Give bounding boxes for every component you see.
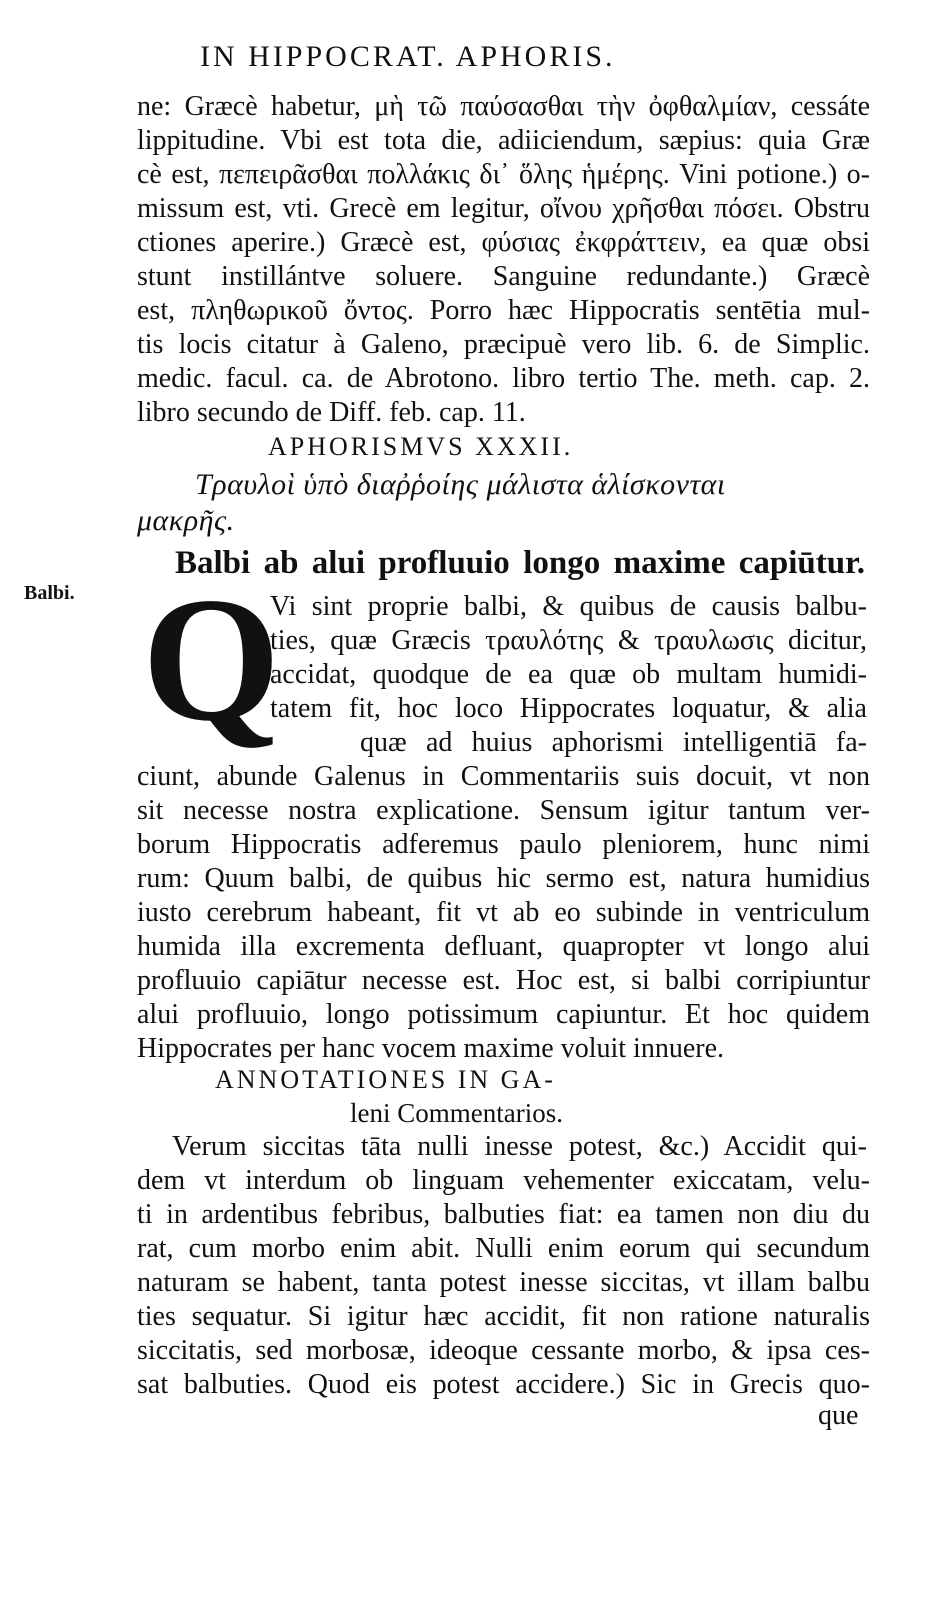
text-line: siccitatis, sed morbosæ, ideoque cessante morbo, & ipsa ces- [137, 1335, 870, 1366]
text-line: missum est, vti. Grecè em legitur, οἴνου χρῆσθαι πόσει. Obstru [137, 193, 870, 224]
text-line: Vi sint proprie balbi, & quibus de causis balbu- [270, 591, 867, 622]
text-line: ties sequatur. Si igitur hæc accidit, fit non ratione naturalis [137, 1301, 870, 1332]
text-line: stunt instillántve soluere. Sanguine redundante.) Græcè [137, 261, 870, 292]
text-line: rum: Quum balbi, de quibus hic sermo est, natura humidius [137, 863, 870, 894]
text-line: ties, quæ Græcis τραυλότης & τραυλωσις dicitur, [270, 625, 867, 656]
margin-note: Balbi. [24, 582, 75, 604]
text-line: Verum siccitas tāta nulli inesse potest, &c.) Accidit qui- [172, 1131, 867, 1162]
greek-title-line: Τραυλοὶ ὑπὸ διαῤῥοίης μάλιστα ἁλίσκονται [195, 468, 726, 501]
latin-title: Balbi ab alui profluuio longo maxime capiūtur. [175, 545, 865, 581]
text-line: sat balbuties. Quod eis potest accidere.) Sic in Grecis quo- [137, 1369, 870, 1400]
text-line: ciunt, abunde Galenus in Commentariis suis docuit, vt non [137, 761, 870, 792]
text-line: cè est, πεπειρᾶσθαι πολλάκις δι᾽ ὅλης ἡμέρης. Vini potione.) o- [137, 159, 870, 190]
text-line: rat, cum morbo enim abit. Nulli enim eorum qui secundum [137, 1233, 870, 1264]
text-line: iusto cerebrum habeant, fit vt ab eo subinde in ventriculum [137, 897, 870, 928]
annotations-subheading: leni Commentarios. [350, 1098, 563, 1128]
text-line: medic. facul. ca. de Abrotono. libro tertio The. meth. cap. 2. [137, 363, 870, 394]
text-line: quæ ad huius aphorismi intelligentiā fa- [360, 727, 867, 758]
aphorism-heading: APHORISMVS XXXII. [268, 432, 574, 461]
annotations-heading: ANNOTATIONES IN GA- [215, 1065, 556, 1094]
text-line: alui profluuio, longo potissimum capiuntur. Et hoc quidem [137, 999, 870, 1030]
text-line: lippitudine. Vbi est tota die, adiiciendum, sæpius: quia Græ [137, 125, 870, 156]
greek-title-line: μακρῆς. [137, 504, 235, 537]
text-line: accidat, quodque de ea quæ ob multam humidi- [270, 659, 867, 690]
catchword: que [818, 1400, 859, 1431]
text-line: humida illa excrementa defluant, quapropter vt longo alui [137, 931, 870, 962]
text-line: profluuio capiātur necesse est. Hoc est, si balbi corripiuntur [137, 965, 870, 996]
text-line: ctiones aperire.) Græcè est, φύσιας ἐκφράττειν, ea quæ obsi [137, 227, 870, 258]
text-line: tis locis citatur à Galeno, præcipuè vero lib. 6. de Simplic. [137, 329, 870, 360]
text-line: est, πληθωρικοῦ ὄντος. Porro hæc Hippocratis sentētia mul- [137, 295, 870, 326]
text-line: naturam se habent, tanta potest inesse siccitas, vt illam balbu [137, 1267, 870, 1298]
text-line: libro secundo de Diff. feb. cap. 11. [137, 397, 526, 428]
text-line: sit necesse nostra explicatione. Sensum igitur tantum ver- [137, 795, 870, 826]
text-line: dem vt interdum ob linguam vehementer exiccatam, velu- [137, 1165, 870, 1196]
drop-cap: Q [142, 560, 281, 758]
running-head: IN HIPPOCRAT. APHORIS. [200, 40, 616, 73]
text-line: Hippocrates per hanc vocem maxime voluit innuere. [137, 1033, 725, 1064]
text-line: ne: Græcè habetur, μὴ τῶ παύσασθαι τὴν ὀφθαλμίαν, cessáte [137, 91, 870, 122]
text-line: borum Hippocratis adferemus paulo pleniorem, hunc nimi [137, 829, 870, 860]
text-line: ti in ardentibus febribus, balbuties fiat: ea tamen non diu du [137, 1199, 870, 1230]
text-line: tatem fit, hoc loco Hippocrates loquatur, & alia [270, 693, 867, 724]
